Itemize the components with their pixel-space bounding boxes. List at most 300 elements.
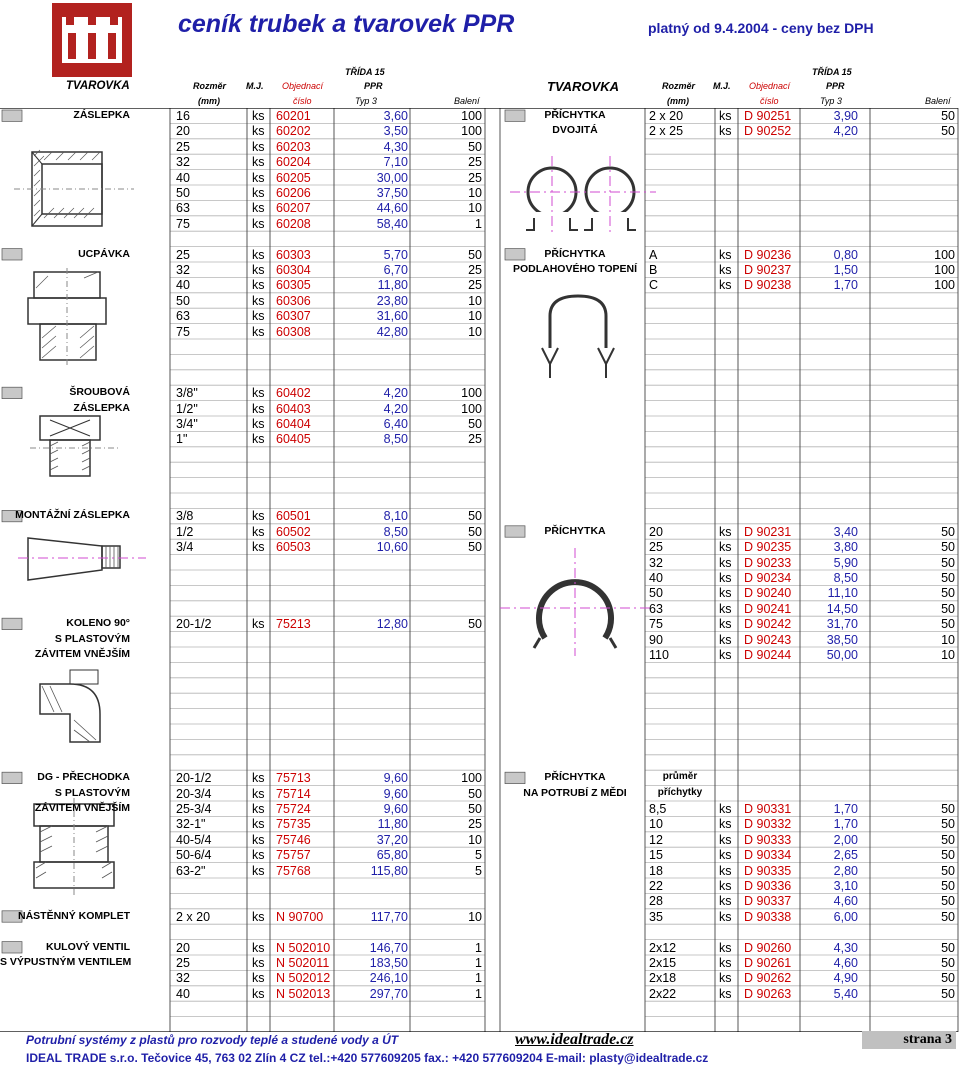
size-cell: 1/2" (176, 401, 198, 416)
order-code-cell: 60306 (276, 293, 311, 308)
order-code-cell: D 90243 (744, 632, 792, 647)
size-cell: 16 (176, 109, 190, 123)
unit-cell: ks (252, 956, 265, 970)
pack-cell: 50 (941, 555, 955, 570)
size-cell: 28 (649, 894, 663, 909)
pack-cell: 1 (475, 216, 482, 231)
order-code-cell: D 90260 (744, 940, 792, 955)
price-cell: 9,60 (383, 802, 408, 816)
pack-cell: 100 (934, 263, 955, 277)
unit-cell: ks (252, 201, 265, 216)
pack-cell: 5 (475, 848, 482, 863)
pack-cell: 10 (468, 201, 482, 216)
left-price-row (0, 386, 960, 401)
right-subhead: příchytky (657, 786, 703, 798)
left-price-row (0, 201, 960, 216)
right-price-row (0, 278, 960, 293)
unit-cell: ks (719, 956, 732, 970)
price-cell: 4,20 (383, 401, 408, 416)
price-cell: 8,10 (383, 509, 408, 524)
right-header-cislo: číslo (760, 96, 779, 106)
pack-cell: 100 (934, 278, 955, 293)
unit-cell: ks (252, 155, 265, 170)
pack-cell: 10 (468, 186, 482, 200)
size-cell: 90 (649, 632, 663, 647)
pack-cell: 100 (934, 247, 955, 262)
left-header-cislo: číslo (293, 96, 312, 106)
price-cell: 4,30 (833, 940, 858, 955)
unit-cell: ks (252, 802, 265, 816)
price-cell: 1,50 (833, 263, 858, 277)
unit-cell: ks (719, 863, 732, 878)
price-cell: 12,80 (376, 617, 408, 632)
right-price-row (0, 540, 960, 555)
pack-cell: 50 (941, 956, 955, 970)
pack-cell: 50 (468, 139, 482, 154)
validity-note: platný od 9.4.2004 - ceny bez DPH (648, 20, 874, 36)
unit-cell: ks (719, 940, 732, 955)
size-cell: 25 (176, 139, 190, 154)
pack-cell: 10 (941, 648, 955, 662)
order-code-cell: 75746 (276, 832, 311, 847)
size-cell: 2 x 25 (649, 124, 684, 139)
unit-cell: ks (719, 278, 732, 293)
price-cell: 44,60 (376, 201, 408, 216)
unit-cell: ks (252, 324, 265, 339)
unit-cell: ks (252, 278, 265, 293)
pack-cell: 50 (941, 879, 955, 893)
order-code-cell: D 90338 (744, 909, 792, 924)
unit-cell: ks (252, 524, 265, 539)
order-code-cell: 75724 (276, 802, 311, 816)
unit-cell: ks (719, 124, 732, 139)
unit-cell: ks (719, 109, 732, 123)
price-cell: 9,60 (383, 786, 408, 801)
order-code-cell: D 90332 (744, 817, 792, 832)
unit-cell: ks (252, 263, 265, 277)
order-code-cell: 60203 (276, 139, 311, 154)
order-code-cell: 60206 (276, 186, 311, 200)
order-code-cell: 60205 (276, 170, 311, 185)
unit-cell: ks (252, 848, 265, 863)
price-cell: 297,70 (369, 986, 408, 1001)
unit-cell: ks (252, 386, 265, 401)
order-code-cell: 60208 (276, 216, 311, 231)
left-group-name: ZÁSLEPKA (73, 109, 130, 121)
unit-cell: ks (719, 524, 732, 539)
size-cell: 25 (176, 956, 190, 970)
order-code-cell: D 90238 (744, 278, 792, 293)
size-cell: 40 (176, 986, 190, 1001)
order-code-cell: 60501 (276, 509, 311, 524)
left-group-name: DG - PŘECHODKA (37, 771, 130, 784)
pack-cell: 25 (468, 263, 482, 277)
right-group-name: NA POTRUBÍ Z MĚDI (523, 786, 627, 799)
pack-cell: 50 (941, 586, 955, 601)
size-cell: 12 (649, 832, 663, 847)
price-cell: 2,65 (833, 848, 858, 863)
left-group-name: MONTÁŽNÍ ZÁSLEPKA (15, 509, 130, 522)
order-code-cell: D 90241 (744, 601, 792, 616)
size-cell: 75 (176, 324, 190, 339)
price-cell: 3,90 (833, 109, 858, 123)
left-price-row (0, 294, 960, 309)
pack-cell: 10 (941, 632, 955, 647)
unit-cell: ks (719, 571, 732, 585)
pack-cell: 50 (468, 786, 482, 801)
order-code-cell: N 502010 (276, 940, 331, 955)
order-code-cell: D 90331 (744, 802, 792, 816)
order-code-cell: 75213 (276, 617, 311, 632)
pack-cell: 1 (475, 940, 482, 955)
pack-cell: 100 (461, 771, 482, 786)
order-code-cell: D 90235 (744, 540, 792, 555)
price-cell: 38,50 (826, 632, 858, 647)
order-code-cell: D 90236 (744, 247, 792, 262)
left-header-mm: (mm) (198, 96, 220, 106)
order-code-cell: 75713 (276, 771, 311, 786)
unit-cell: ks (252, 986, 265, 1001)
page-number (862, 1031, 956, 1049)
price-cell: 2,80 (833, 863, 858, 878)
order-code-cell: 75714 (276, 786, 311, 801)
unit-cell: ks (252, 186, 265, 200)
price-cell: 14,50 (826, 601, 858, 616)
right-price-row (0, 987, 960, 1002)
pack-cell: 5 (475, 863, 482, 878)
pack-cell: 1 (475, 971, 482, 986)
size-cell: 32 (176, 155, 190, 170)
unit-cell: ks (252, 417, 265, 431)
price-cell: 37,50 (376, 186, 408, 200)
left-price-row (0, 402, 960, 417)
order-code-cell: 60307 (276, 309, 311, 324)
unit-cell: ks (252, 216, 265, 231)
price-cell: 115,80 (370, 863, 408, 878)
unit-cell: ks (719, 648, 732, 662)
size-cell: 3/4" (176, 417, 198, 431)
koleno-drawing (30, 664, 130, 744)
right-price-row (0, 802, 960, 817)
size-cell: 20-1/2 (176, 771, 212, 786)
price-cell: 10,60 (376, 540, 408, 555)
left-group-name: S PLASTOVÝM (54, 632, 130, 645)
order-code-cell: 60303 (276, 247, 311, 262)
price-sheet (0, 108, 960, 1032)
left-group-name: ZÁSLEPKA (73, 401, 130, 414)
unit-cell: ks (719, 540, 732, 555)
right-header-ppr: PPR (826, 81, 845, 91)
pack-cell: 10 (468, 309, 482, 324)
unit-cell: ks (719, 909, 732, 924)
pack-cell: 25 (468, 170, 482, 185)
order-code-cell: 60304 (276, 263, 311, 277)
left-group-name: S VÝPUSTNÝM VENTILEM (0, 956, 132, 968)
order-code-cell: D 90234 (744, 571, 792, 585)
left-price-row (0, 417, 960, 432)
order-code-cell: 60503 (276, 540, 311, 555)
right-subhead: průměr (662, 771, 698, 783)
unit-cell: ks (719, 986, 732, 1001)
price-cell: 5,90 (833, 555, 858, 570)
left-group-name: NÁSTĚNNÝ KOMPLET (17, 909, 130, 922)
pack-cell: 50 (941, 863, 955, 878)
unit-cell: ks (252, 293, 265, 308)
left-price-row (0, 432, 960, 447)
right-header-objednaci: Objednací (749, 81, 791, 91)
pack-cell: 1 (475, 956, 482, 970)
order-code-cell: D 90240 (744, 586, 792, 601)
pack-cell: 50 (468, 247, 482, 262)
right-price-row (0, 879, 960, 894)
unit-cell: ks (252, 832, 265, 847)
price-cell: 3,10 (833, 879, 858, 893)
unit-cell: ks (719, 247, 732, 262)
left-header-objednaci: Objednací (282, 81, 324, 91)
size-cell: 63 (176, 201, 190, 216)
order-code-cell: 60404 (276, 417, 311, 431)
order-code-cell: D 90263 (744, 986, 792, 1001)
pack-cell: 50 (941, 601, 955, 616)
footer-contact: IDEAL TRADE s.r.o. Tečovice 45, 763 02 Zlín 4 CZ tel.:+420 577609205 fax.: +420 577609204 E-mail: plasty@idealtrade.cz (26, 1051, 709, 1065)
pack-cell: 50 (941, 617, 955, 632)
right-price-row (0, 109, 960, 124)
pack-cell: 50 (468, 802, 482, 816)
unit-cell: ks (252, 540, 265, 555)
pack-cell: 50 (941, 848, 955, 863)
price-cell: 23,80 (376, 293, 408, 308)
right-price-row (0, 248, 960, 263)
size-cell: 50-6/4 (176, 848, 212, 863)
order-code-cell: 75757 (276, 848, 311, 863)
unit-cell: ks (719, 971, 732, 986)
right-price-row (0, 124, 960, 139)
size-cell: 25 (176, 247, 190, 262)
unit-cell: ks (252, 109, 265, 123)
size-cell: 75 (649, 617, 663, 632)
price-cell: 6,70 (383, 263, 408, 277)
pack-cell: 25 (468, 155, 482, 170)
right-price-row (0, 941, 960, 956)
price-cell: 42,80 (376, 324, 408, 339)
price-cell: 50,00 (826, 648, 858, 662)
size-cell: B (649, 263, 658, 277)
size-cell: 50 (176, 293, 190, 308)
pack-cell: 50 (941, 540, 955, 555)
left-header-rozmer: Rozměr (193, 81, 227, 91)
order-code-cell: D 90335 (744, 863, 792, 878)
pack-cell: 50 (941, 986, 955, 1001)
right-header-trida: TŘÍDA 15 (812, 67, 852, 77)
pack-cell: 50 (941, 524, 955, 539)
price-cell: 4,20 (833, 124, 858, 139)
order-code-cell: D 90261 (744, 956, 792, 970)
order-code-cell: D 90237 (744, 263, 792, 277)
unit-cell: ks (252, 432, 265, 447)
unit-cell: ks (252, 771, 265, 786)
unit-cell: ks (719, 263, 732, 277)
pack-cell: 50 (941, 971, 955, 986)
size-cell: 20-1/2 (176, 617, 212, 632)
size-cell: C (649, 278, 659, 293)
unit-cell: ks (719, 586, 732, 601)
size-cell: 32 (649, 555, 663, 570)
price-cell: 31,70 (826, 617, 858, 632)
pack-cell: 50 (468, 417, 482, 431)
left-group-name: ŠROUBOVÁ (69, 386, 130, 399)
size-cell: 3/4 (176, 540, 194, 555)
size-cell: 40-5/4 (176, 832, 212, 847)
price-cell: 0,80 (833, 247, 858, 262)
right-header-typ: Typ 3 (820, 96, 842, 106)
unit-cell: ks (719, 894, 732, 909)
order-code-cell: 60402 (276, 386, 311, 401)
right-price-row (0, 617, 960, 632)
left-group-name: KULOVÝ VENTIL (45, 940, 130, 953)
right-group-name: DVOJITÁ (552, 124, 598, 137)
order-code-cell: D 90252 (744, 124, 792, 139)
pack-cell: 100 (461, 386, 482, 401)
order-code-cell: 60308 (276, 324, 311, 339)
price-cell: 3,50 (383, 124, 408, 139)
right-price-row (0, 910, 960, 925)
price-cell: 4,60 (833, 894, 858, 909)
order-code-cell: D 90233 (744, 555, 792, 570)
price-cell: 8,50 (383, 524, 408, 539)
unit-cell: ks (719, 832, 732, 847)
order-code-cell: 60305 (276, 278, 311, 293)
unit-cell: ks (252, 786, 265, 801)
right-price-row (0, 633, 960, 648)
pack-cell: 50 (941, 832, 955, 847)
right-header-baleni: Balení (925, 96, 951, 106)
order-code-cell: 75735 (276, 817, 311, 832)
price-cell: 7,10 (383, 155, 408, 170)
size-cell: 63-2" (176, 863, 206, 878)
left-price-row (0, 309, 960, 324)
price-cell: 1,70 (833, 278, 858, 293)
order-code-cell: D 90262 (744, 971, 792, 986)
unit-cell: ks (252, 940, 265, 955)
size-cell: 1" (176, 432, 188, 447)
pack-cell: 50 (941, 940, 955, 955)
order-code-cell: D 90337 (744, 894, 792, 909)
left-group-name: ZÁVITEM VNĚJŠÍM (34, 802, 130, 814)
unit-cell: ks (719, 817, 732, 832)
left-group-name: UCPÁVKA (78, 247, 130, 260)
pack-cell: 50 (941, 894, 955, 909)
size-cell: 35 (649, 909, 663, 924)
price-cell: 1,70 (833, 802, 858, 816)
size-cell: 32 (176, 971, 190, 986)
price-cell: 4,90 (833, 971, 858, 986)
right-price-row (0, 864, 960, 879)
order-code-cell: 60403 (276, 401, 311, 416)
right-header-tvarovka: TVAROVKA (547, 79, 619, 94)
unit-cell: ks (252, 124, 265, 139)
price-cell: 1,70 (833, 817, 858, 832)
size-cell: 32 (176, 263, 190, 277)
left-price-row (0, 155, 960, 170)
order-code-cell: N 502011 (276, 956, 330, 970)
pack-cell: 25 (468, 278, 482, 293)
price-cell: 4,60 (833, 956, 858, 970)
price-cell: 3,40 (833, 524, 858, 539)
order-code-cell: 60405 (276, 432, 311, 447)
right-price-row (0, 571, 960, 586)
price-cell: 146,70 (369, 940, 408, 955)
right-price-row (0, 648, 960, 663)
size-cell: 20 (176, 940, 190, 955)
size-cell: 15 (649, 848, 663, 863)
pack-cell: 50 (468, 524, 482, 539)
price-cell: 2,00 (833, 832, 858, 847)
order-code-cell: D 90336 (744, 879, 792, 893)
order-code-cell: D 90242 (744, 617, 792, 632)
left-price-row (0, 140, 960, 155)
unit-cell: ks (719, 617, 732, 632)
size-cell: 40 (649, 571, 663, 585)
price-cell: 30,00 (376, 170, 408, 185)
price-cell: 58,40 (376, 216, 408, 231)
left-header-tvarovka: TVAROVKA (66, 80, 130, 92)
order-code-cell: 75768 (276, 863, 311, 878)
pack-cell: 10 (468, 832, 482, 847)
order-code-cell: D 90334 (744, 848, 792, 863)
left-price-row (0, 217, 960, 232)
price-cell: 3,80 (833, 540, 858, 555)
unit-cell: ks (252, 170, 265, 185)
size-cell: 50 (176, 186, 190, 200)
price-cell: 11,80 (377, 278, 408, 293)
left-header-trida: TŘÍDA 15 (345, 67, 385, 77)
right-header-mj: M.J. (713, 81, 731, 91)
unit-cell: ks (252, 971, 265, 986)
size-cell: 63 (176, 309, 190, 324)
page-number-label: strana 3 (903, 1032, 952, 1047)
right-group-name: PŘÍCHYTKA (544, 771, 606, 784)
unit-cell: ks (252, 139, 265, 154)
size-cell: 20 (176, 124, 190, 139)
left-header-ppr: PPR (364, 81, 383, 91)
price-cell: 246,10 (369, 971, 408, 986)
unit-cell: ks (252, 817, 265, 832)
unit-cell: ks (252, 909, 265, 924)
price-cell: 8,50 (833, 571, 858, 585)
size-cell: 22 (649, 879, 663, 893)
right-group-name: PŘÍCHYTKA (544, 524, 606, 537)
left-price-row (0, 186, 960, 201)
left-price-row (0, 509, 960, 524)
right-group-name: PŘÍCHYTKA (544, 109, 606, 121)
left-group-name: ZÁVITEM VNĚJŠÍM (34, 648, 130, 660)
order-code-cell: D 90244 (744, 648, 792, 662)
website-link[interactable]: www.idealtrade.cz (515, 1031, 634, 1048)
order-code-cell: 60207 (276, 201, 311, 216)
pack-cell: 25 (468, 432, 482, 447)
left-price-row (0, 771, 960, 786)
unit-cell: ks (252, 863, 265, 878)
pack-cell: 100 (461, 124, 482, 139)
right-price-row (0, 586, 960, 601)
order-code-cell: 60202 (276, 124, 311, 139)
size-cell: 18 (649, 863, 663, 878)
size-cell: 75 (176, 216, 190, 231)
unit-cell: ks (252, 509, 265, 524)
size-cell: 2x12 (649, 940, 677, 955)
order-code-cell: N 90700 (276, 909, 324, 924)
price-cell: 37,20 (376, 832, 408, 847)
